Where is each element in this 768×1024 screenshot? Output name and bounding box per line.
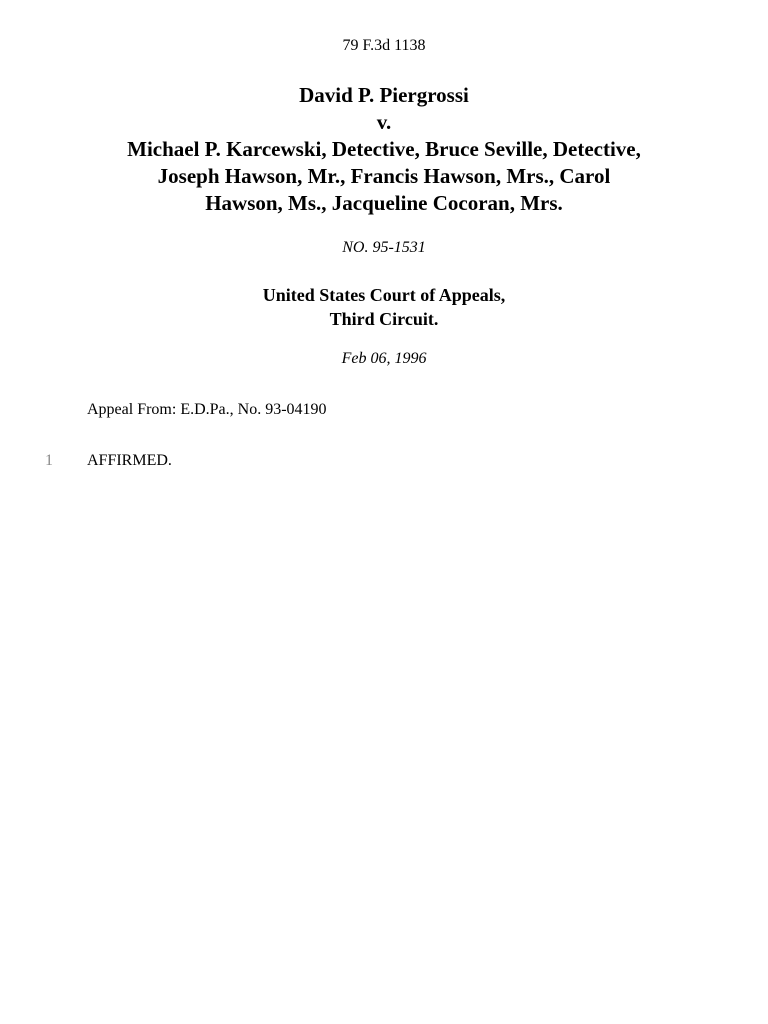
versus-label: v. xyxy=(376,110,392,134)
case-caption xyxy=(40,82,728,217)
paragraph-number: 1 xyxy=(45,452,53,469)
defendants-line: Joseph Hawson, Mr., Francis Hawson, Mrs., Carol xyxy=(157,164,611,188)
paragraph-text: AFFIRMED. xyxy=(87,452,172,469)
case-citation: 79 F.3d 1138 xyxy=(342,37,426,54)
appeal-from: Appeal From: E.D.Pa., No. 93-04190 xyxy=(87,401,327,418)
court-name-line: Third Circuit. xyxy=(329,309,439,329)
decision-date: Feb 06, 1996 xyxy=(341,350,427,367)
court-name xyxy=(0,283,768,331)
defendants-line: Hawson, Ms., Jacqueline Cocoran, Mrs. xyxy=(205,191,563,215)
docket-number: NO. 95-1531 xyxy=(342,239,426,256)
plaintiff-name: David P. Piergrossi xyxy=(299,83,469,107)
court-name-line: United States Court of Appeals, xyxy=(262,285,506,305)
defendants-line: Michael P. Karcewski, Detective, Bruce Seville, Detective, xyxy=(127,137,641,161)
